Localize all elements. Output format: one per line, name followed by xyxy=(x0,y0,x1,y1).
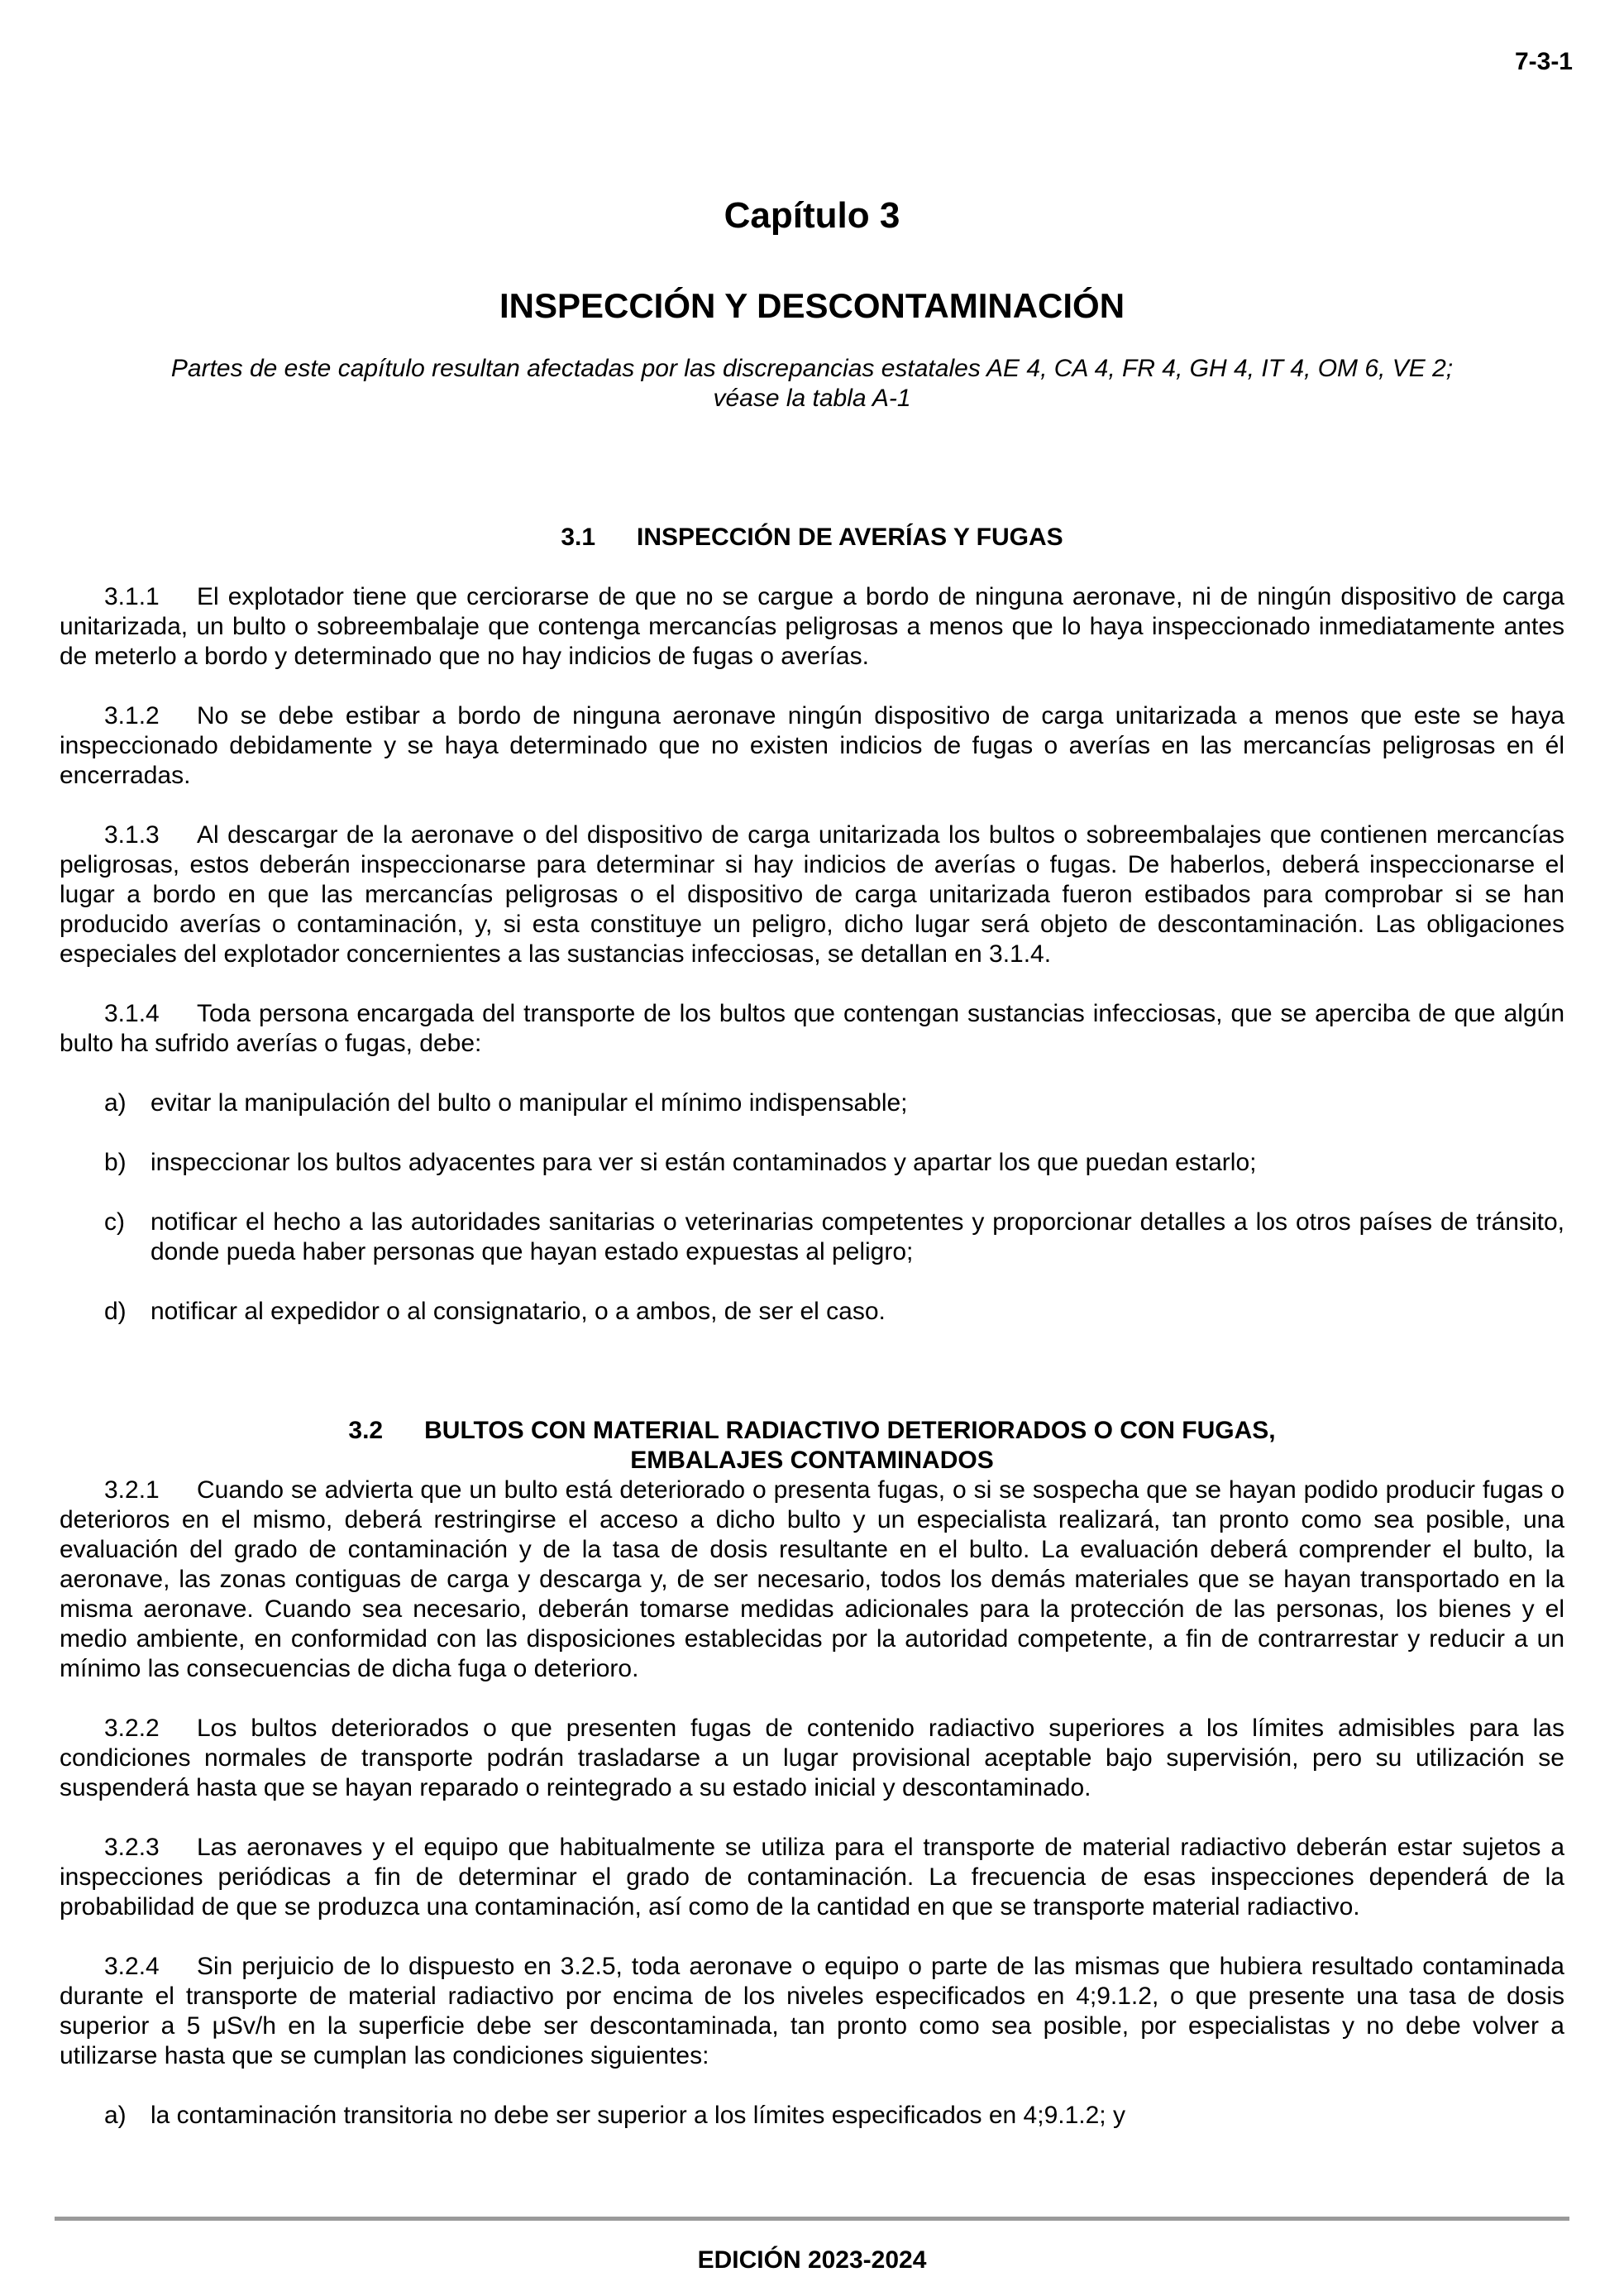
state-variations-line-2: véase la tabla A-1 xyxy=(713,385,911,412)
document-body xyxy=(60,523,1564,2160)
paragraph-number: 3.2.1 xyxy=(104,1476,160,1504)
section-heading-3-1 xyxy=(60,523,1564,552)
section-number: 3.1 xyxy=(561,524,596,551)
state-variations-line-1: Partes de este capítulo resultan afectadas por las discrepancias estatales AE 4, CA 4, FR 4, GH 4, IT 4, OM 6, VE 2; xyxy=(170,355,1454,382)
section-title-line-1: BULTOS CON MATERIAL RADIACTIVO DETERIORADOS O CON FUGAS, xyxy=(424,1417,1276,1444)
list-item-a xyxy=(60,2101,1564,2131)
list-item-label: d) xyxy=(104,1298,127,1325)
paragraph-3-1-1 xyxy=(60,582,1564,672)
paragraph-3-2-2 xyxy=(60,1714,1564,1803)
list-item-text: inspeccionar los bultos adyacentes para ver si están contaminados y apartar los que puedan estarlo; xyxy=(150,1149,1257,1176)
paragraph-3-2-3 xyxy=(60,1833,1564,1922)
section-heading-3-2 xyxy=(60,1416,1564,1476)
paragraph-3-1-3 xyxy=(60,820,1564,969)
list-item-text: notificar al expedidor o al consignatario, o a ambos, de ser el caso. xyxy=(150,1298,886,1325)
footer-rule xyxy=(55,2217,1569,2221)
list-item-label: b) xyxy=(104,1149,127,1176)
paragraph-number: 3.1.1 xyxy=(104,583,160,610)
section-title-line-2: EMBALAJES CONTAMINADOS xyxy=(630,1447,994,1474)
list-item-label: a) xyxy=(104,1089,127,1117)
paragraph-text: El explotador tiene que cerciorarse de que no se cargue a bordo de ninguna aeronave, ni de ningún dispositivo de carga unitarizada, un bulto o sobreembalaje que contenga mercancías peligrosas a menos que lo haya inspeccionado inmediatamente antes de meterlo a bordo y determinado que no hay indicios de fugas o averías. xyxy=(60,583,1564,670)
paragraph-3-1-2 xyxy=(60,701,1564,791)
paragraph-text: Los bultos deteriorados o que presenten fugas de contenido radiactivo superiores a los límites admisibles para las condiciones normales de transporte podrán trasladarse a un lugar provisional aceptable bajo supervisión, pero su utilización se suspenderá hasta que se hayan reparado o reintegrado a su estado inicial y descontaminado. xyxy=(60,1715,1564,1801)
list-item-text: evitar la manipulación del bulto o manipular el mínimo indispensable; xyxy=(150,1089,908,1117)
paragraph-text: No se debe estibar a bordo de ninguna aeronave ningún dispositivo de carga unitarizada a menos que este se haya inspeccionado debidamente y se haya determinado que no existen indicios de fugas o averías en las mercancías peligrosas en él encerradas. xyxy=(60,702,1564,789)
chapter-title: INSPECCIÓN Y DESCONTAMINACIÓN xyxy=(499,286,1125,325)
paragraph-number: 3.2.4 xyxy=(104,1953,160,1980)
list-item-d xyxy=(60,1297,1564,1327)
list-item-text: la contaminación transitoria no debe ser superior a los límites especificados en 4;9.1.2; y xyxy=(150,2102,1125,2129)
paragraph-number: 3.1.2 xyxy=(104,702,160,729)
list-item-label: a) xyxy=(104,2102,127,2129)
paragraph-number: 3.2.3 xyxy=(104,1834,160,1861)
list-item-c xyxy=(60,1208,1564,1267)
chapter-heading: Capítulo 3 xyxy=(724,195,900,236)
paragraph-number: 3.2.2 xyxy=(104,1715,160,1742)
paragraph-text: Toda persona encargada del transporte de los bultos que contengan sustancias infecciosas, que se aperciba de que algún bulto ha sufrido averías o fugas, debe: xyxy=(60,1000,1564,1057)
section-number: 3.2 xyxy=(348,1417,384,1444)
list-item-label: c) xyxy=(104,1208,125,1236)
page-number: 7-3-1 xyxy=(1514,48,1573,75)
section-spacer xyxy=(60,1356,1564,1416)
paragraph-text: Al descargar de la aeronave o del dispositivo de carga unitarizada los bultos o sobreembalajes que contienen mercancías peligrosas, estos deberán inspeccionarse para determinar si hay indicios de averías o fugas. De haberlos, deberá inspeccionarse el lugar a bordo en que las mercancías peligrosas o el dispositivo de carga unitarizada fueron estibados para comprobar si se han producido averías o contaminación, y, si esta constituye un peligro, dicho lugar será objeto de descontaminación. Las obligaciones especiales del explotador concernientes a las sustancias infecciosas, se detallan en 3.1.4. xyxy=(60,821,1564,968)
list-item-text: notificar el hecho a las autoridades sanitarias o veterinarias competentes y proporcionar detalles a los otros países de tránsito, donde pueda haber personas que hayan estado expuestas al peligro; xyxy=(150,1208,1564,1265)
paragraph-3-2-4 xyxy=(60,1952,1564,2071)
state-variations-note xyxy=(99,354,1525,414)
paragraph-text: Cuando se advierta que un bulto está deteriorado o presenta fugas, o si se sospecha que se hayan podido producir fugas o deterioros en el mismo, deberá restringirse el acceso a dicho bulto y un especialista realizará, tan pronto como sea posible, una evaluación del grado de contaminación y de la tasa de dosis resultante en el bulto. La evaluación deberá comprender el bulto, la aeronave, las zonas contiguas de carga y descarga y, de ser necesario, todos los demás materiales que se hayan transportado en la misma aeronave. Cuando sea necesario, deberán tomarse medidas adicionales para la protección de las personas, los bienes y el medio ambiente, en conformidad con las disposiciones establecidas por la autoridad competente, a fin de contrarrestar y reducir a un mínimo las consecuencias de dicha fuga o deterioro. xyxy=(60,1476,1564,1682)
list-item-a xyxy=(60,1088,1564,1118)
list-item-b xyxy=(60,1148,1564,1178)
paragraph-3-2-1 xyxy=(60,1476,1564,1684)
paragraph-text: Las aeronaves y el equipo que habitualmente se utiliza para el transporte de material radiactivo deberán estar sujetos a inspecciones periódicas a fin de determinar el grado de contaminación. La frecuencia de esas inspecciones dependerá de la probabilidad de que se produzca una contaminación, así como de la cantidad en que se transporte material radiactivo. xyxy=(60,1834,1564,1921)
edition-footer: EDICIÓN 2023-2024 xyxy=(697,2246,927,2274)
paragraph-text: Sin perjuicio de lo dispuesto en 3.2.5, toda aeronave o equipo o parte de las mismas que hubiera resultado contaminada durante el transporte de material radiactivo por encima de los niveles especificados en 4;9.1.2, o que presente una tasa de dosis superior a 5 μSv/h en la superficie debe ser descontaminada, tan pronto como sea posible, por especialistas y no debe volver a utilizarse hasta que se cumplan las condiciones siguientes: xyxy=(60,1953,1564,2069)
paragraph-3-1-4 xyxy=(60,999,1564,1059)
section-title: INSPECCIÓN DE AVERÍAS Y FUGAS xyxy=(637,524,1063,551)
paragraph-number: 3.1.3 xyxy=(104,821,160,849)
paragraph-number: 3.1.4 xyxy=(104,1000,160,1027)
